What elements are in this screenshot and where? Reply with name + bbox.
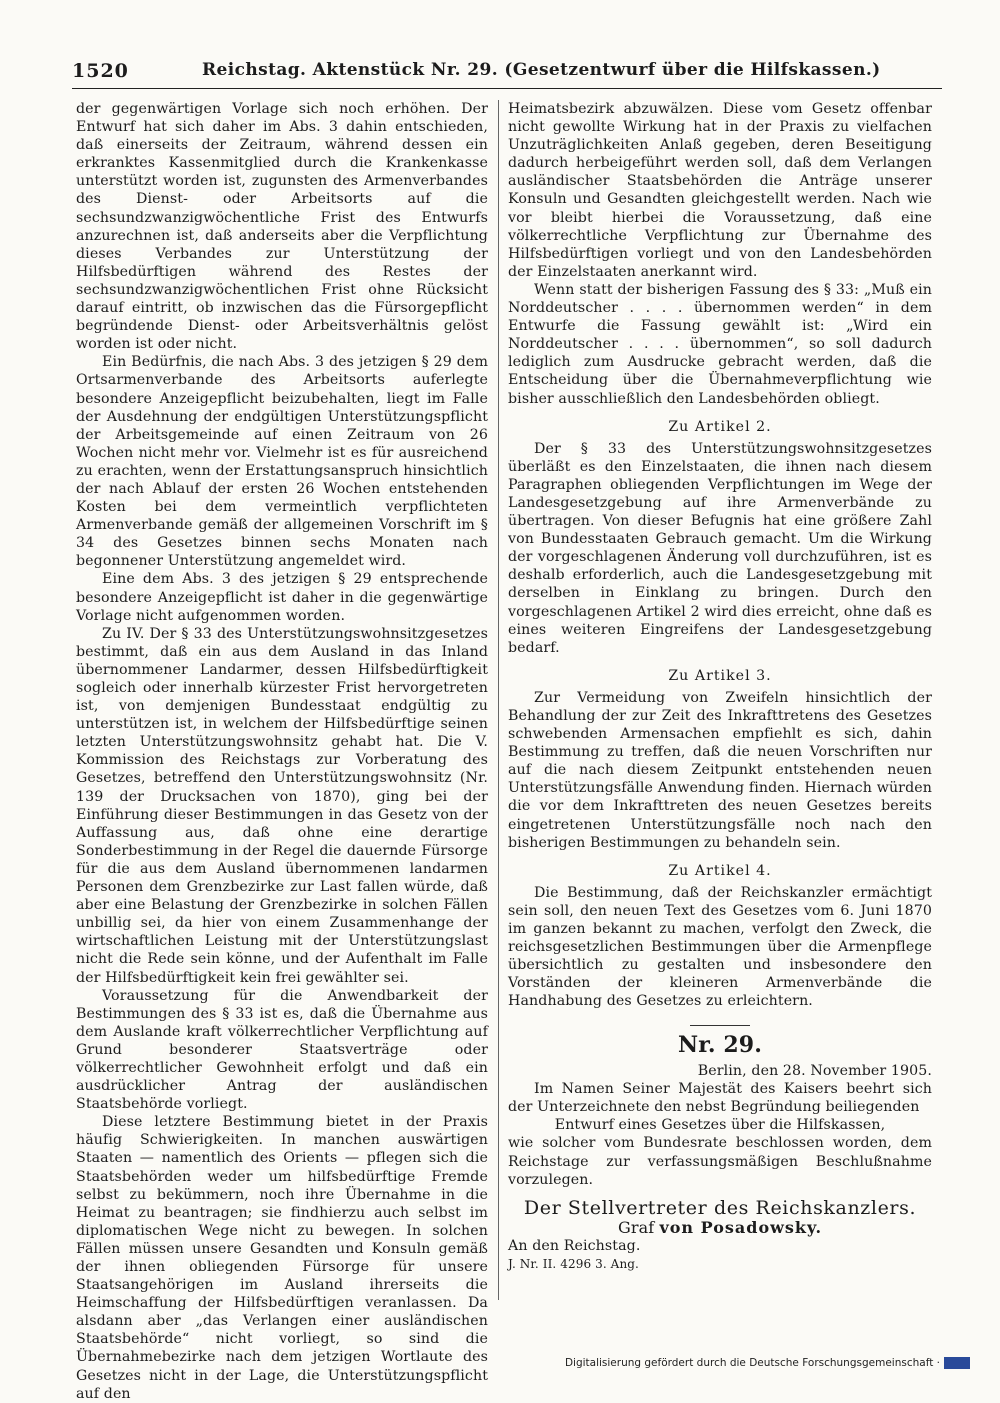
left-paragraph-5: Voraussetzung für die Anwendbarkeit der Bestimmungen des § 33 ist es, daß die Übernahme aus dem Auslande kraft völkerrechtlicher Verpflichtung auf Grund besonderer Staatsverträge oder völkerrechtlicher Gewohnheit erfolgt und daß ein ausdrücklicher Antrag der ausländischen Staatsbehörde vorliegt. (76, 987, 488, 1113)
section-heading-artikel-3: Zu Artikel 3. (668, 667, 772, 684)
cover-letter-continuation: wie solcher vom Bundesrate beschlossen worden, dem Reichstage zur verfassungsmäßigen Beschlußnahme vorzulegen. (508, 1135, 932, 1188)
running-title: Reichstag. Aktenstück Nr. 29. (Gesetzentwurf über die Hilfskassen.) (202, 60, 881, 80)
footer-credit: Digitalisierung gefördert durch die Deutsche Forschungsgemeinschaft · (564, 1357, 940, 1369)
dateline: Berlin, den 28. November 1905. (697, 1063, 932, 1080)
section-divider (690, 1025, 750, 1027)
signatory (508, 1219, 932, 1237)
left-paragraph-4: Zu IV. Der § 33 des Unterstützungswohnsitzgesetzes bestimmt, daß ein aus dem Ausland in das Inland übernommener Landarmer, dessen Hilfsbedürftigkeit sogleich oder innerhalb kürzester Frist hervorgetreten ist, von demjenigen Bundesstaat endgültig zu unterstützen ist, in welchem der Hilfsbedürftige seinen letzten Unterstützungswohnsitz gehabt hat. Die V. Kommission des Reichstags zur Vorberatung des Gesetzes, betreffend den Unterstützungswohnsitz (Nr. 139 der Drucksachen von 1870), ging bei der Einführung dieser Bestimmungen in das Gesetz von der Auffassung aus, daß ohne eine derartige Sonderbestimmung in der Regel die dauernde Fürsorge für die aus dem Ausland übernommenen landarmen Personen dem Grenzbezirke zur Last fallen würde, daß aber eine Belastung der Grenzbezirke in solchen Fällen unbillig sei, da hier von einem Zusammenhange der wirtschaftlichen Leistung mit der Unterstützungslast nicht die Rede sein könne, und der Aufenthalt im Falle der Hilfsbedürftigkeit kein frei gewählter sei. (76, 625, 488, 986)
digitization-footer (565, 1357, 970, 1369)
right-column (508, 100, 932, 1273)
page-header (72, 60, 942, 89)
bill-title: Entwurf eines Gesetzes über die Hilfskassen, (554, 1117, 886, 1134)
column-divider (498, 100, 499, 1300)
section-heading-artikel-2: Zu Artikel 2. (668, 418, 772, 435)
signatory-name: von Posadowsky. (659, 1217, 823, 1237)
reference-number: J. Nr. II. 4296 3. Ang. (508, 1257, 639, 1272)
addressee: An den Reichstag. (508, 1237, 641, 1254)
left-paragraph-1: der gegenwärtigen Vorlage sich noch erhöhen. Der Entwurf hat sich daher im Abs. 3 dahin entschieden, daß einerseits der Zeitraum, während dessen ein erkranktes Kassenmitglied durch die Krankenkasse unterstützt worden ist, zugunsten des Armenverbandes des Dienst- oder Arbeitsorts auf die sechsundzwanzigwöchentliche Frist des Entwurfs anzurechnen ist, daß anderseits aber die Verpflichtung dieses Verbandes zur Unterstützung der Hilfsbedürftigen während des Restes der sechsundzwanzigwöchentlichen Frist ohne Rücksicht darauf eintritt, ob inzwischen das die Fürsorgepflicht begründende Dienst- oder Arbeitsverhältnis gelöst worden ist oder nicht. (76, 101, 488, 353)
left-paragraph-3: Eine dem Abs. 3 des jetzigen § 29 entsprechende besondere Anzeigepflicht ist daher in die gegenwärtige Vorlage nicht aufgenommen worden. (76, 571, 488, 624)
artikel-2-text: Der § 33 des Unterstützungswohnsitzgesetzes überläßt es den Einzelstaaten, die ihnen nach diesem Paragraphen obliegenden Verpflichtungen im Wege der Landesgesetzgebung auf ihre Armenverbände zu übertragen. Von dieser Befugnis hat eine größere Zahl von Bundesstaaten Gebrauch gemacht. Um die Wirkung der vorgeschlagenen Änderung voll durchzuführen, ist es deshalb erforderlich, auch die Landesgesetzgebung mit derselben in Einklang zu bringen. Durch den vorgeschlagenen Artikel 2 wird dies erreicht, ohne daß es eines weiteren Eingreifens der Landesgesetzgebung bedarf. (508, 440, 932, 656)
section-heading-artikel-4: Zu Artikel 4. (668, 862, 772, 879)
left-paragraph-2: Ein Bedürfnis, die nach Abs. 3 des jetzigen § 29 dem Ortsarmenverbande des Arbeitsorts auferlegte besondere Anzeigepflicht beizubehalten, liegt im Falle der Ausdehnung der endgültigen Unterstützungspflicht der Arbeitsgemeinde auf einen Zeitraum von 26 Wochen nicht mehr vor. Vielmehr ist es für ausreichend zu erachten, wenn der Erstattungsanspruch hinsichtlich der nach Ablauf der ersten 26 Wochen entstehenden Kosten bei dem vermeintlich verpflichteten Armenverbande gemäß der allgemeinen Vorschrift im § 34 des Gesetzes binnen sechs Monaten nach begonnener Unterstützung angemeldet wird. (76, 354, 488, 570)
signatory-prefix: Graf (617, 1217, 655, 1237)
artikel-3-text: Zur Vermeidung von Zweifeln hinsichtlich der Behandlung der zur Zeit des Inkrafttretens des Gesetzes schwebenden Armensachen empfiehlt es sich, dahin Bestimmung zu treffen, daß die neuen Vorschriften nur auf die nach diesem Zeitpunkt entstehenden neuen Unterstützungsfälle Anwendung finden. Hiernach würden die vor dem Inkrafttreten des neuen Gesetzes bereits eingetretenen Unterstützungsfälle noch nach den bisherigen Bestimmungen zu behandeln sein. (508, 689, 932, 851)
right-paragraph-1: Heimatsbezirk abzuwälzen. Diese vom Gesetz offenbar nicht gewollte Wirkung hat in der Praxis zu vielfachen Unzuträglichkeiten Anlaß gegeben, deren Beseitigung dadurch herbeigeführt werden soll, daß dem Verlangen ausländischer Staatsbehörden die Anträge unserer Konsuln und Gesandten gleichgestellt werden. Nach wie vor bleibt hierbei die Voraussetzung, daß eine völkerrechtliche Verpflichtung zur Übernahme des Hilfsbedürftigen vorliegt und von den Landesbehörden der Einzelstaaten anerkannt wird. (508, 101, 932, 280)
signatory-title: Der Stellvertreter des Reichskanzlers. (523, 1196, 917, 1219)
artikel-4-text: Die Bestimmung, daß der Reichskanzler ermächtigt sein soll, den neuen Text des Gesetzes vom 6. Juni 1870 im ganzen bekannt zu machen, verfolgt den Zweck, die reichsgesetzlichen Bestimmungen über die Armenpflege übersichtlich zu gestalten und insbesondere den Vorständen der kleineren Armenverbände die Handhabung des Gesetzes zu erleichtern. (508, 884, 932, 1010)
document-number-heading: Nr. 29. (678, 1032, 762, 1058)
right-paragraph-2: Wenn statt der bisherigen Fassung des § 33: „Muß ein Norddeutscher . . . . übernommen werden“ in dem Entwurfe die Fassung gewählt ist: „Wird ein Norddeutscher . . . . übernommen“, so soll dadurch lediglich zum Ausdrucke gebracht werden, daß die Entscheidung über die Übernahmeverpflichtung wie bisher ausschließlich den Landesbehörden obliegt. (508, 281, 932, 407)
cover-letter-intro: Im Namen Seiner Majestät des Kaisers beehrt sich der Unterzeichnete den nebst Begründung beiliegenden (508, 1081, 932, 1116)
left-column (76, 100, 488, 1403)
dfg-logo-icon (944, 1357, 970, 1369)
page-number: 1520 (72, 60, 129, 82)
left-paragraph-6: Diese letztere Bestimmung bietet in der Praxis häufig Schwierigkeiten. In manchen auswärtigen Staaten — namentlich des Orients — pflegen sich die Staatsbehörden weder um hilfsbedürftige Fremde selbst zu bekümmern, noch ihre Übernahme in die Heimat zu beantragen; sie findhierzu auch selbst im diplomatischen Wege nicht zu bewegen. In solchen Fällen müssen unsere Gesandten und Konsuln gemäß der ihnen obliegenden Fürsorge für unsere Staatsangehörigen im Ausland ihrerseits die Heimschaffung der Hilfsbedürftigen veranlassen. Da alsdann aber „das Verlangen einer ausländischen Staatsbehörde“ nicht vorliegt, so sind die Übernahmebezirke nach dem jetzigen Wortlaute des Gesetzes nicht in der Lage, die Unterstützungspflicht auf den (76, 1114, 488, 1402)
